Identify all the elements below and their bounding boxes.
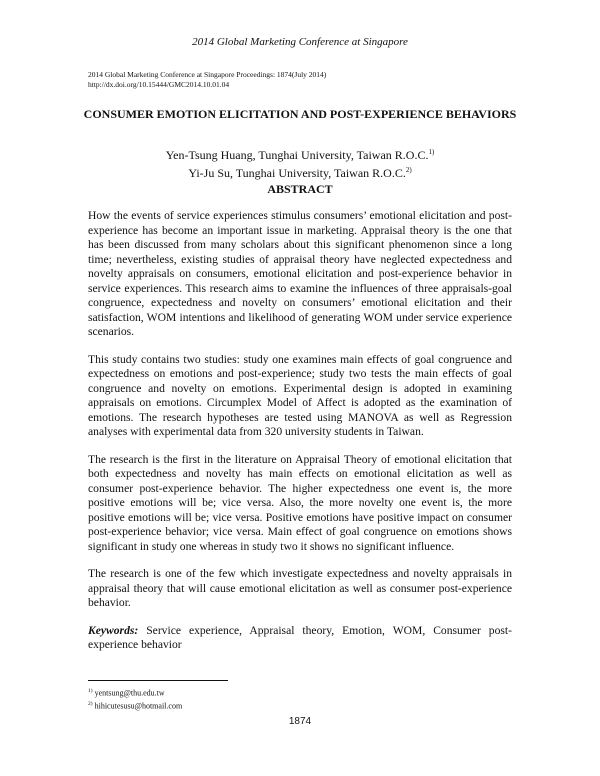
keywords-text: Service experience, Appraisal theory, Emotion, WOM, Consumer post-experience behavior xyxy=(88,623,512,651)
author-name: Yi-Ju Su, Tunghai University, Taiwan R.O.C. xyxy=(188,166,406,180)
abstract-heading: ABSTRACT xyxy=(267,182,333,196)
keywords-label: Keywords: xyxy=(88,623,139,637)
author-name: Yen-Tsung Huang, Tunghai University, Taiwan R.O.C. xyxy=(165,148,429,162)
footnote xyxy=(88,699,182,712)
running-header: 2014 Global Marketing Conference at Singapore xyxy=(192,36,408,48)
footnote-mark: 1) xyxy=(88,688,93,694)
proceedings-info xyxy=(88,70,326,90)
proceedings-citation: 2014 Global Marketing Conference at Singapore Proceedings: 1874(July 2014) xyxy=(88,70,327,79)
footnotes xyxy=(88,686,182,711)
footnote-mark: 2) xyxy=(88,700,93,707)
abstract-paragraph: This study contains two studies: study one examines main effects of goal congruence and expectedness on emotions and post-experience; study two tests the main effects of goal congruence and novelty on emotions. Experimental design is adopted in examining appraisals on emotions. Circumplex Model of Affect is adopted as the examination of emotions. The research hypotheses are tested using MANOVA as well as Regression analyses with experimental data from 320 university students in Taiwan. xyxy=(88,352,512,438)
abstract-paragraph: How the events of service experiences stimulus consumers’ emotional elicitation and post-experience has become an important issue in marketing. Appraisal theory is the one that has been discussed from many scholars about this significant phenomenon since a long time; nevertheless, existing studies of appraisal theory have neglected expectedness and novelty appraisals on consumers, emotional elicitation and post-experience behavior in service experiences. This research aims to examine the influences of three appraisals-goal congruence, expectedness and novelty on consumers’ emotional elicitation and their satisfaction, WOM intentions and likelihood of generating WOM under service experience scenarios. xyxy=(88,209,512,338)
author-list xyxy=(60,145,540,181)
author-footnote-mark: 1) xyxy=(428,148,435,156)
abstract-paragraph: The research is one of the few which investigate expectedness and novelty appraisals in appraisal theory that will cause emotional elicitation as well as consumer post-experience behavior. xyxy=(88,567,512,609)
doi-link[interactable]: http://dx.doi.org/10.15444/GMC2014.10.01.04 xyxy=(88,80,230,89)
keywords xyxy=(88,624,512,653)
abstract-body xyxy=(88,209,512,666)
paper-title: CONSUMER EMOTION ELICITATION AND POST-EXPERIENCE BEHAVIORS xyxy=(83,107,517,121)
author-line xyxy=(60,145,540,163)
footnote-email[interactable]: hihicutesusu@hotmail.com xyxy=(94,701,183,711)
footnote-email[interactable]: yentsung@thu.edu.tw xyxy=(94,688,165,698)
abstract-paragraph: The research is the first in the literature on Appraisal Theory of emotional elicitation that both expectedness and novelty has main effects on emotional elicitation as well as consumer post-experience behavior. The higher expectedness one event is, the more positive emotions will be; vice versa. Also, the more novelty one event is, the more positive emotions will be; vice versa. Positive emotions have positive impact on consumer post-experience behavior; vice versa. Main effect of goal congruence on emotions shows significant in study one whereas in study two it shows no significant influence. xyxy=(88,452,512,553)
footnote-divider xyxy=(88,680,228,681)
author-line xyxy=(60,163,540,181)
author-footnote-mark: 2) xyxy=(405,166,412,174)
footnote xyxy=(88,686,182,699)
page-number: 1874 xyxy=(288,716,312,727)
